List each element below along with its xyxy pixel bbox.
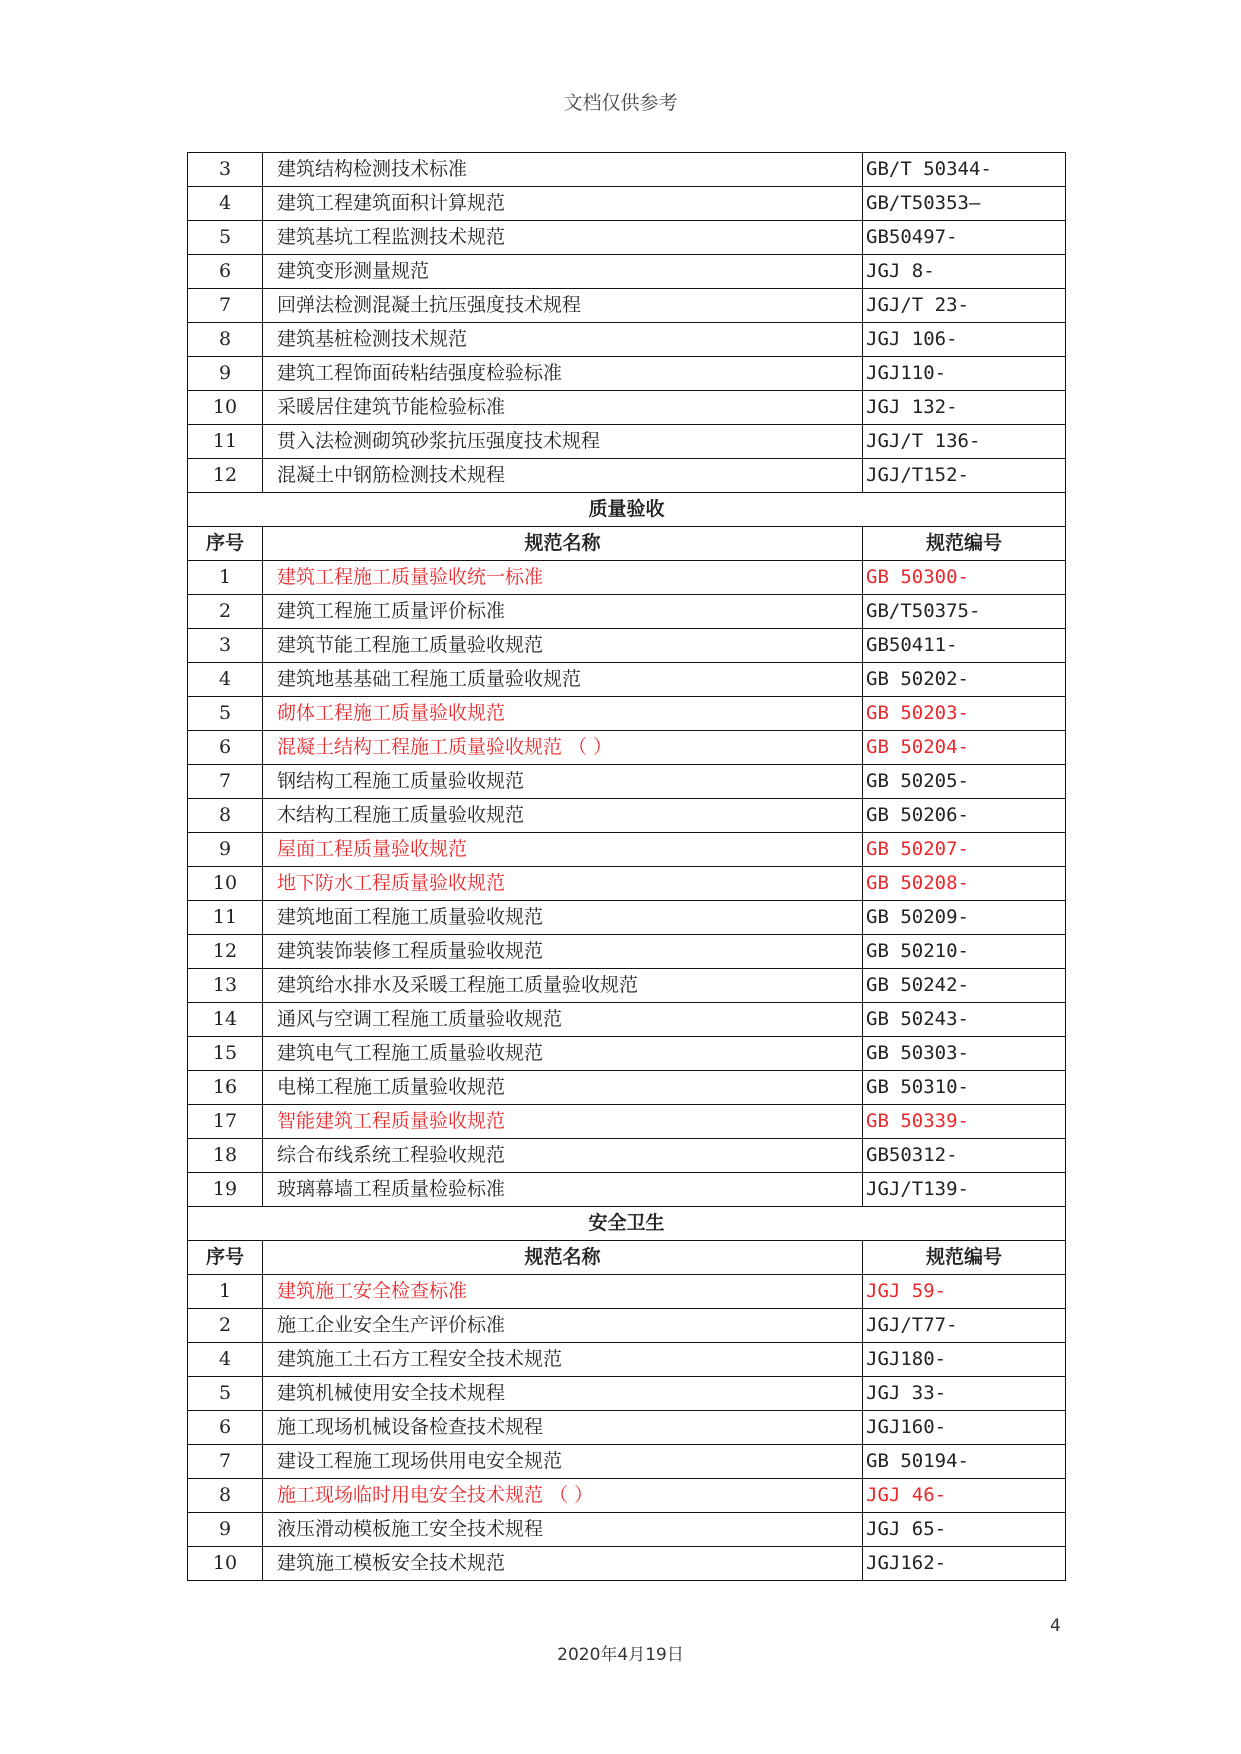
row-standard-code: GB 50209- — [863, 901, 1066, 935]
row-standard-name: 建筑结构检测技术标准 — [263, 153, 863, 187]
row-number: 8 — [188, 799, 263, 833]
row-standard-code: GB 50194- — [863, 1445, 1066, 1479]
row-number: 9 — [188, 833, 263, 867]
table-row — [188, 867, 1066, 901]
row-standard-code: GB 50205- — [863, 765, 1066, 799]
row-standard-code: GB 50243- — [863, 1003, 1066, 1037]
table-row — [188, 1173, 1066, 1207]
table-row — [188, 1445, 1066, 1479]
table-row — [188, 221, 1066, 255]
row-number: 18 — [188, 1139, 263, 1173]
row-standard-code: JGJ/T152- — [863, 459, 1066, 493]
row-number: 9 — [188, 1513, 263, 1547]
row-number: 7 — [188, 1445, 263, 1479]
row-number: 3 — [188, 153, 263, 187]
table-row — [188, 1105, 1066, 1139]
row-standard-name: 建筑给水排水及采暖工程施工质量验收规范 — [263, 969, 863, 1003]
row-standard-name: 木结构工程施工质量验收规范 — [263, 799, 863, 833]
standards-table — [187, 152, 1066, 1581]
row-standard-name: 建筑工程饰面砖粘结强度检验标准 — [263, 357, 863, 391]
row-number: 16 — [188, 1071, 263, 1105]
row-standard-code: GB/T50353— — [863, 187, 1066, 221]
table-row — [188, 187, 1066, 221]
row-number: 2 — [188, 1309, 263, 1343]
table-row — [188, 1037, 1066, 1071]
row-standard-name: 建筑工程施工质量验收统一标准 — [263, 561, 863, 595]
table-row — [188, 459, 1066, 493]
header-number: 序号 — [188, 1241, 263, 1275]
row-number: 14 — [188, 1003, 263, 1037]
row-standard-name: 建筑节能工程施工质量验收规范 — [263, 629, 863, 663]
row-standard-code: GB50312- — [863, 1139, 1066, 1173]
table-row — [188, 663, 1066, 697]
row-standard-name: 建筑施工安全检查标准 — [263, 1275, 863, 1309]
row-number: 10 — [188, 867, 263, 901]
table-row — [188, 731, 1066, 765]
table-row — [188, 1513, 1066, 1547]
row-standard-name: 液压滑动模板施工安全技术规程 — [263, 1513, 863, 1547]
row-standard-code: JGJ110- — [863, 357, 1066, 391]
row-number: 4 — [188, 663, 263, 697]
row-standard-code: GB 50208- — [863, 867, 1066, 901]
row-number: 8 — [188, 1479, 263, 1513]
row-standard-name: 回弹法检测混凝土抗压强度技术规程 — [263, 289, 863, 323]
row-number: 9 — [188, 357, 263, 391]
row-standard-name: 建筑施工模板安全技术规范 — [263, 1547, 863, 1581]
row-number: 2 — [188, 595, 263, 629]
row-standard-name: 采暖居住建筑节能检验标准 — [263, 391, 863, 425]
table-row — [188, 629, 1066, 663]
row-number: 7 — [188, 765, 263, 799]
table-row — [188, 697, 1066, 731]
table-row — [188, 425, 1066, 459]
row-number: 12 — [188, 459, 263, 493]
table-row — [188, 255, 1066, 289]
row-standard-name: 施工现场临时用电安全技术规范 （ ） — [263, 1479, 863, 1513]
footer-date: 2020年4月19日 — [557, 1645, 684, 1665]
row-standard-name: 建筑电气工程施工质量验收规范 — [263, 1037, 863, 1071]
row-standard-code: GB 50206- — [863, 799, 1066, 833]
table-row — [188, 1309, 1066, 1343]
row-standard-name: 建筑变形测量规范 — [263, 255, 863, 289]
row-standard-code: JGJ 33- — [863, 1377, 1066, 1411]
row-standard-name: 钢结构工程施工质量验收规范 — [263, 765, 863, 799]
row-number: 1 — [188, 1275, 263, 1309]
row-standard-code: GB 50210- — [863, 935, 1066, 969]
table-row — [188, 357, 1066, 391]
row-number: 19 — [188, 1173, 263, 1207]
row-standard-code: JGJ 106- — [863, 323, 1066, 357]
section-title-row — [188, 1207, 1066, 1241]
table-row — [188, 833, 1066, 867]
row-standard-name: 建筑机械使用安全技术规程 — [263, 1377, 863, 1411]
table-row — [188, 1275, 1066, 1309]
row-standard-code: JGJ 8- — [863, 255, 1066, 289]
table-header-row — [188, 527, 1066, 561]
row-standard-name: 建筑工程施工质量评价标准 — [263, 595, 863, 629]
row-standard-code: GB 50204- — [863, 731, 1066, 765]
header-name: 规范名称 — [263, 1241, 863, 1275]
row-standard-code: JGJ160- — [863, 1411, 1066, 1445]
row-number: 6 — [188, 1411, 263, 1445]
row-standard-name: 建筑装饰装修工程质量验收规范 — [263, 935, 863, 969]
row-standard-name: 通风与空调工程施工质量验收规范 — [263, 1003, 863, 1037]
row-standard-name: 建筑地面工程施工质量验收规范 — [263, 901, 863, 935]
row-standard-name: 屋面工程质量验收规范 — [263, 833, 863, 867]
row-standard-name: 玻璃幕墙工程质量检验标准 — [263, 1173, 863, 1207]
row-number: 6 — [188, 255, 263, 289]
row-standard-name: 建筑工程建筑面积计算规范 — [263, 187, 863, 221]
row-standard-code: JGJ 65- — [863, 1513, 1066, 1547]
row-number: 15 — [188, 1037, 263, 1071]
row-number: 3 — [188, 629, 263, 663]
row-standard-code: GB50411- — [863, 629, 1066, 663]
row-standard-code: JGJ 46- — [863, 1479, 1066, 1513]
table-row — [188, 765, 1066, 799]
table-row — [188, 969, 1066, 1003]
row-standard-code: JGJ/T 136- — [863, 425, 1066, 459]
row-standard-name: 建筑地基基础工程施工质量验收规范 — [263, 663, 863, 697]
row-standard-code: JGJ 59- — [863, 1275, 1066, 1309]
row-standard-name: 综合布线系统工程验收规范 — [263, 1139, 863, 1173]
row-standard-code: GB 50339- — [863, 1105, 1066, 1139]
table-row — [188, 1003, 1066, 1037]
row-number: 12 — [188, 935, 263, 969]
row-standard-name: 砌体工程施工质量验收规范 — [263, 697, 863, 731]
header-name: 规范名称 — [263, 527, 863, 561]
row-standard-name: 建设工程施工现场供用电安全规范 — [263, 1445, 863, 1479]
row-standard-name: 电梯工程施工质量验收规范 — [263, 1071, 863, 1105]
row-number: 4 — [188, 187, 263, 221]
table-row — [188, 561, 1066, 595]
row-standard-name: 建筑基坑工程监测技术规范 — [263, 221, 863, 255]
row-standard-name: 智能建筑工程质量验收规范 — [263, 1105, 863, 1139]
row-number: 7 — [188, 289, 263, 323]
standards-table-body — [188, 153, 1066, 1581]
table-row — [188, 595, 1066, 629]
row-number: 10 — [188, 391, 263, 425]
row-standard-name: 贯入法检测砌筑砂浆抗压强度技术规程 — [263, 425, 863, 459]
row-standard-code: GB/T50375- — [863, 595, 1066, 629]
table-row — [188, 323, 1066, 357]
table-header-row — [188, 1241, 1066, 1275]
table-row — [188, 391, 1066, 425]
row-number: 1 — [188, 561, 263, 595]
header-code: 规范编号 — [863, 1241, 1066, 1275]
row-standard-name: 混凝土结构工程施工质量验收规范 （ ） — [263, 731, 863, 765]
row-standard-code: GB 50300- — [863, 561, 1066, 595]
table-row — [188, 1411, 1066, 1445]
row-standard-code: JGJ/T77- — [863, 1309, 1066, 1343]
row-number: 8 — [188, 323, 263, 357]
row-standard-name: 施工现场机械设备检查技术规程 — [263, 1411, 863, 1445]
row-standard-code: GB 50207- — [863, 833, 1066, 867]
row-standard-name: 施工企业安全生产评价标准 — [263, 1309, 863, 1343]
table-row — [188, 1343, 1066, 1377]
row-standard-code: JGJ180- — [863, 1343, 1066, 1377]
row-number: 5 — [188, 1377, 263, 1411]
row-number: 13 — [188, 969, 263, 1003]
header-number: 序号 — [188, 527, 263, 561]
row-standard-code: GB 50303- — [863, 1037, 1066, 1071]
row-number: 4 — [188, 1343, 263, 1377]
table-row — [188, 289, 1066, 323]
row-standard-code: GB50497- — [863, 221, 1066, 255]
table-row — [188, 935, 1066, 969]
row-number: 5 — [188, 221, 263, 255]
row-standard-name: 地下防水工程质量验收规范 — [263, 867, 863, 901]
page-header-note: 文档仅供参考 — [563, 92, 678, 114]
page-number: 4 — [1050, 1616, 1061, 1636]
row-standard-code: GB/T 50344- — [863, 153, 1066, 187]
header-code: 规范编号 — [863, 527, 1066, 561]
row-standard-code: JGJ/T139- — [863, 1173, 1066, 1207]
table-row — [188, 1139, 1066, 1173]
row-standard-code: JGJ162- — [863, 1547, 1066, 1581]
row-number: 11 — [188, 901, 263, 935]
table-row — [188, 153, 1066, 187]
table-row — [188, 1377, 1066, 1411]
section-title: 质量验收 — [188, 493, 1066, 527]
row-standard-name: 建筑施工土石方工程安全技术规范 — [263, 1343, 863, 1377]
row-standard-code: JGJ/T 23- — [863, 289, 1066, 323]
row-standard-code: GB 50242- — [863, 969, 1066, 1003]
section-title: 安全卫生 — [188, 1207, 1066, 1241]
row-number: 6 — [188, 731, 263, 765]
table-row — [188, 1479, 1066, 1513]
row-number: 17 — [188, 1105, 263, 1139]
section-title-row — [188, 493, 1066, 527]
row-number: 5 — [188, 697, 263, 731]
table-row — [188, 1071, 1066, 1105]
row-standard-code: GB 50202- — [863, 663, 1066, 697]
row-standard-code: GB 50310- — [863, 1071, 1066, 1105]
table-row — [188, 901, 1066, 935]
row-standard-name: 混凝土中钢筋检测技术规程 — [263, 459, 863, 493]
table-row — [188, 1547, 1066, 1581]
row-standard-code: GB 50203- — [863, 697, 1066, 731]
row-number: 11 — [188, 425, 263, 459]
row-number: 10 — [188, 1547, 263, 1581]
row-standard-code: JGJ 132- — [863, 391, 1066, 425]
table-row — [188, 799, 1066, 833]
row-standard-name: 建筑基桩检测技术规范 — [263, 323, 863, 357]
